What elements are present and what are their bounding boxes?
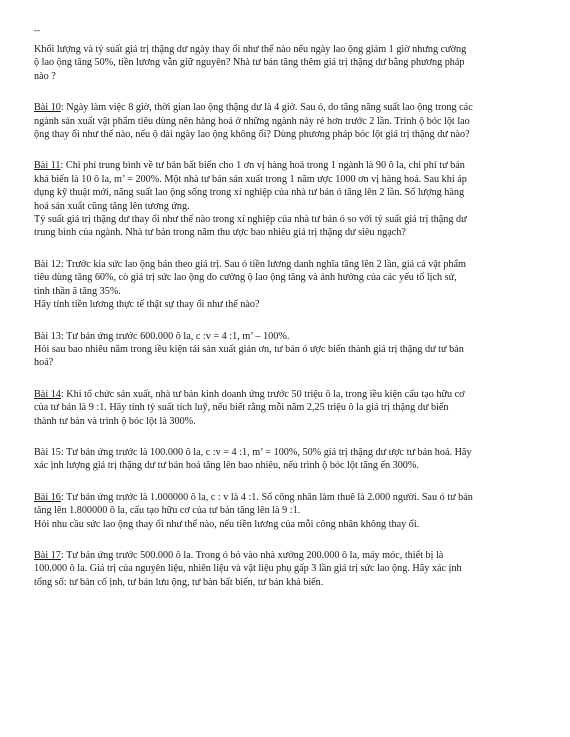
problem-line bbox=[34, 258, 540, 271]
problem-text: tinh thần ã tăng 35%. bbox=[34, 285, 121, 297]
problem-text: tiêu dùng tăng 60%, cò giá trị sức lao ộng do cường ộ lao ộng tăng và ảnh hưởng của các yếu tố lịch sử, bbox=[34, 272, 457, 284]
problem-text: : Tư bản ứng trước là 100.000 ô la, c :v = 4 :1, m’ = 100%, 50% giá trị thặng dư ược tư bản hoá. Hãy bbox=[60, 446, 472, 458]
problem-text: tổng số: tư bản cố ịnh, tư bản lưu ộng, tư bản bất biến, tư bản khả biến. bbox=[34, 576, 324, 588]
problem-text: trung bình của ngành. Nhà tư bản trong năm thu ược bao nhiêu giá trị thặng dư siêu ngạch? bbox=[34, 227, 406, 239]
problem-text: dụng kỹ thuật mới, năng suất lao ộng sống trong xí nghiệp của nhà tư bản ó tăng lên 2 lần. Số lượng hàng bbox=[34, 187, 465, 199]
problem-line bbox=[34, 285, 540, 298]
problem-text: Khối lượng và tỷ suất giá trị thặng dư ngày thay ổi như thế nào nếu ngày lao ộng giảm 1 giờ nhưng cường bbox=[34, 44, 467, 55]
problem-line bbox=[34, 518, 540, 531]
problem-line bbox=[34, 343, 540, 356]
problem-line bbox=[34, 226, 540, 239]
problem-title: Bài 16 bbox=[34, 491, 61, 503]
problem-line bbox=[34, 415, 540, 428]
problem-text: của tư bản là 9 :1. Hãy tính tỷ suất tích luỹ, nếu biết rằng mỗi năm 2,25 triệu ô la giá trị thặng dư biến bbox=[34, 402, 449, 414]
problem-title: Bài 12 bbox=[34, 258, 61, 270]
problem-text: hoá sản xuất cũng tăng lên tương ứng. bbox=[34, 200, 190, 212]
problem-bai16 bbox=[34, 491, 540, 531]
problem-text: ngành sản xuất vật phẩm tiêu dùng nên hàng hoá ở những ngành này rẻ hơn trước 2 lần. Trình ộ bóc lột lao bbox=[34, 115, 470, 127]
header-mark: -- bbox=[34, 25, 40, 35]
problem-line bbox=[34, 173, 540, 186]
problem-line bbox=[34, 576, 540, 589]
problem-text: xác ịnh lượng giá trị thặng dư tư bản hoá tăng lên bao nhiêu, nếu trình ộ bóc lột tăng ến 300%. bbox=[34, 460, 419, 472]
problem-text: 100.000 ô la. Giá trị của nguyên liệu, nhiên liệu và vật liệu phụ gấp 3 lần giá trị sức lao ộng. Hãy xác ịnh bbox=[34, 563, 462, 575]
problem-bai15 bbox=[34, 446, 540, 473]
problem-bai11 bbox=[34, 159, 540, 239]
problem-line bbox=[34, 459, 540, 472]
problem-line bbox=[34, 115, 540, 128]
problem-title: Bài 11 bbox=[34, 160, 61, 172]
problem-text: : Trước kia sức lao ộng bán theo giá trị. Sau ó tiền lương danh nghĩa tăng lên 2 lần, giá cả vật phẩm bbox=[60, 258, 466, 270]
problem-line bbox=[34, 388, 540, 401]
problem-text: : Ngày làm việc 8 giờ, thời gian lao ộng thặng dư là 4 giờ. Sau ó, do tăng năng suất lao ộng trong các bbox=[60, 102, 473, 114]
problem-text: : Khi tổ chức sản xuất, nhà tư bản kinh doanh ứng trước 50 triệu ô la, trong iều kiện cấu tạo hữu cơ bbox=[60, 388, 465, 400]
problem-text: thành tư bản và trình ộ bóc lột là 300%. bbox=[34, 415, 196, 427]
problem-line bbox=[34, 70, 540, 83]
problem-line bbox=[34, 56, 540, 69]
problem-bai10 bbox=[34, 101, 540, 141]
problem-text: khả biến là 10 ô la, m’ = 200%. Một nhà tư bản sản xuất trong 1 năm ược 1000 ơn vị hàng hoá. Sau khi áp bbox=[34, 173, 467, 185]
problem-text: : Tư bản ứng trước là 1.000000 ô la, c : v là 4 :1. Số công nhân làm thuê là 2.000 người. Sau ó tư bản bbox=[60, 491, 473, 503]
problem-line bbox=[34, 271, 540, 284]
problem-line bbox=[34, 159, 540, 172]
problem-line bbox=[34, 549, 540, 562]
problem-text: : Tư bản ứng trước 500.000 ô la. Trong ó bỏ vào nhà xưởng 200.000 ô la, máy móc, thiết bị là bbox=[60, 549, 444, 561]
problem-text: : Chi phí trung bình về tư bản bất biến cho 1 ơn vị hàng hoá trong 1 ngành là 90 ô la, chi phí tư bản bbox=[60, 160, 465, 172]
problem-line bbox=[34, 491, 540, 504]
problem-text: Hãy tính tiền lương thực tế thật sự thay ổi như thế nào? bbox=[34, 299, 260, 311]
problem-text: Hỏi sau bao nhiêu năm trong iều kiện tái sản xuất giản ơn, tư bản ó ược biến thành giá trị thặng dư tư bản bbox=[34, 343, 464, 355]
problem-text: ộ lao ộng tăng 50%, tiền lương vẫn giữ nguyên? Nhà tư bản tăng thêm giá trị thặng dư bằng phương pháp bbox=[34, 57, 465, 69]
problem-line bbox=[34, 298, 540, 311]
problem-line bbox=[34, 504, 540, 517]
problem-line bbox=[34, 43, 540, 56]
problem-title: Bài 13 bbox=[34, 330, 61, 342]
problem-title: Bài 15 bbox=[34, 446, 61, 458]
problem-line bbox=[34, 200, 540, 213]
problem-line bbox=[34, 330, 540, 343]
problem-line bbox=[34, 101, 540, 114]
problem-line bbox=[34, 562, 540, 575]
problem-text: hoá? bbox=[34, 357, 54, 369]
problem-text: nào ? bbox=[34, 70, 56, 82]
problem-list bbox=[34, 43, 540, 589]
problem-title: Bài 10 bbox=[34, 102, 61, 114]
problem-bai12 bbox=[34, 258, 540, 312]
document-page bbox=[34, 26, 540, 607]
problem-title: Bài 14 bbox=[34, 388, 61, 400]
problem-text: : Tư bản ứng trước 600.000 ô la, c :v = 4 :1, m’ – 100%. bbox=[60, 330, 290, 342]
problem-line bbox=[34, 401, 540, 414]
problem-line bbox=[34, 186, 540, 199]
problem-text: tăng lên 1.800000 ô la, cấu tạo hữu cơ của tư bản tăng lên là 9 :1. bbox=[34, 505, 301, 517]
problem-title: Bài 17 bbox=[34, 549, 61, 561]
problem-text: Hỏi nhu cầu sức lao ộng thay ổi như thế nào, nếu tiền lương của mỗi công nhân không thay ổi. bbox=[34, 518, 420, 530]
problem-line bbox=[34, 128, 540, 141]
problem-bai17 bbox=[34, 549, 540, 589]
problem-line bbox=[34, 446, 540, 459]
problem-bai14 bbox=[34, 388, 540, 428]
problem-bai13 bbox=[34, 330, 540, 370]
problem-text: ộng thay ổi như thế nào, nếu ộ dài ngày lao ộng không ổi? Dùng phương pháp bóc lột giá trị thặng dư nào? bbox=[34, 129, 470, 141]
problem-text: Tỷ suất giá trị thặng dư thay ổi như thế nào trong xí nghiệp của nhà tư bản ó so với tỷ suất giá trị thặng dư bbox=[34, 214, 467, 226]
problem-intro bbox=[34, 43, 540, 83]
problem-line bbox=[34, 356, 540, 369]
problem-line bbox=[34, 213, 540, 226]
